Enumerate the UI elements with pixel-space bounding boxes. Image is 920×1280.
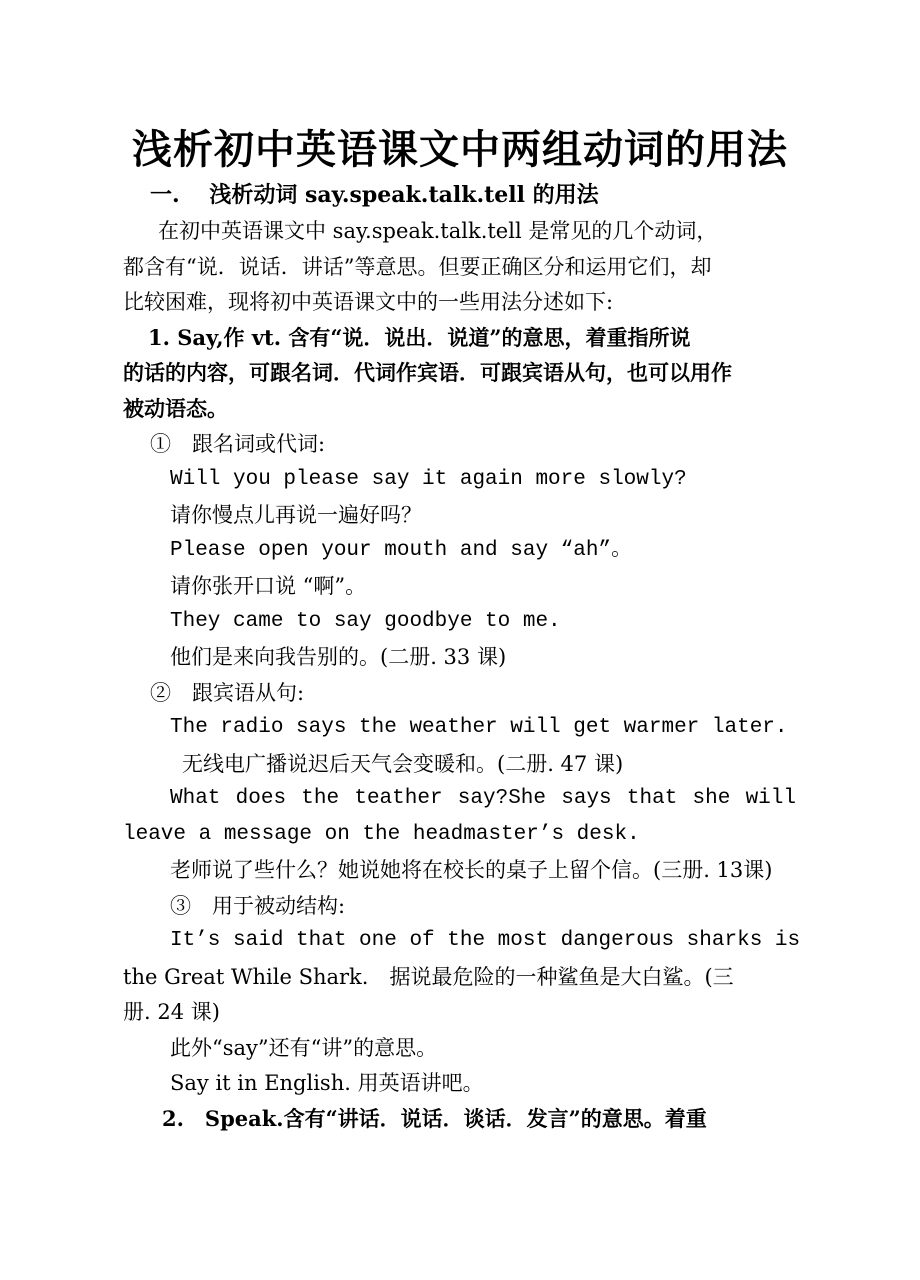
example-zh: 请你张开口说 “啊”。 bbox=[170, 574, 367, 598]
example-en: They came to say goodbye to me. bbox=[170, 610, 561, 633]
example-en: The radio says the weather will get warmer later. bbox=[170, 716, 788, 739]
example-en: leave a message on the headmaster’s desk. bbox=[123, 823, 640, 846]
intro-line-3: 比较困难，现将初中英语课文中的一些用法分述如下: bbox=[123, 290, 614, 314]
point1-line-3: 被动语态。 bbox=[123, 396, 228, 421]
intro-line-1: 在初中英语课文中 say.speak.talk.tell 是常见的几个动词， bbox=[158, 219, 718, 243]
example-en: What does the teather say?She says that she will bbox=[170, 787, 796, 810]
note-line: 此外“say”还有“讲”的意思。 bbox=[170, 1036, 438, 1060]
example-mixed: Say it in English. 用英语讲吧。 bbox=[170, 1071, 484, 1095]
example-en: It’s said that one of the most dangerous sharks is bbox=[170, 929, 801, 952]
example-zh: 无线电广播说迟后天气会变暖和。(二册. 47 课) bbox=[182, 752, 624, 776]
example-mixed: the Great While Shark. 据说最危险的一种鲨鱼是大白鲨。(三 bbox=[123, 965, 734, 989]
example-zh: 老师说了些什么？她说她将在校长的桌子上留个信。(三册. 13课) bbox=[170, 858, 773, 882]
example-en: Please open your mouth and say “ah”。 bbox=[170, 539, 633, 562]
point1-line-1: 1. Say,作 vt. 含有“说．说出．说道”的意思，着重指所说 bbox=[148, 325, 691, 350]
intro-line-2: 都含有“说．说话．讲话”等意思。但要正确区分和运用它们，却 bbox=[123, 255, 712, 279]
point2-line-1: 2. Speak.含有“讲话．说话．谈话．发言”的意思。着重 bbox=[162, 1106, 707, 1131]
sub1-heading: ① 跟名词或代词: bbox=[150, 432, 326, 456]
sub3-heading: ③ 用于被动结构: bbox=[170, 894, 346, 918]
example-zh: 他们是来向我告别的。(二册. 33 课) bbox=[170, 645, 507, 669]
point1-line-2: 的话的内容，可跟名词．代词作宾语．可跟宾语从句，也可以用作 bbox=[123, 360, 732, 385]
page-title: 浅析初中英语课文中两组动词的用法 bbox=[132, 126, 788, 173]
example-zh: 请你慢点儿再说一遍好吗？ bbox=[170, 503, 422, 527]
example-en: Will you please say it again more slowly? bbox=[170, 468, 687, 491]
section-heading: 一. 浅析动词 say.speak.talk.tell 的用法 bbox=[150, 182, 599, 208]
sub2-heading: ② 跟宾语从句: bbox=[150, 681, 305, 705]
example-continued: 册. 24 课) bbox=[123, 1000, 220, 1024]
